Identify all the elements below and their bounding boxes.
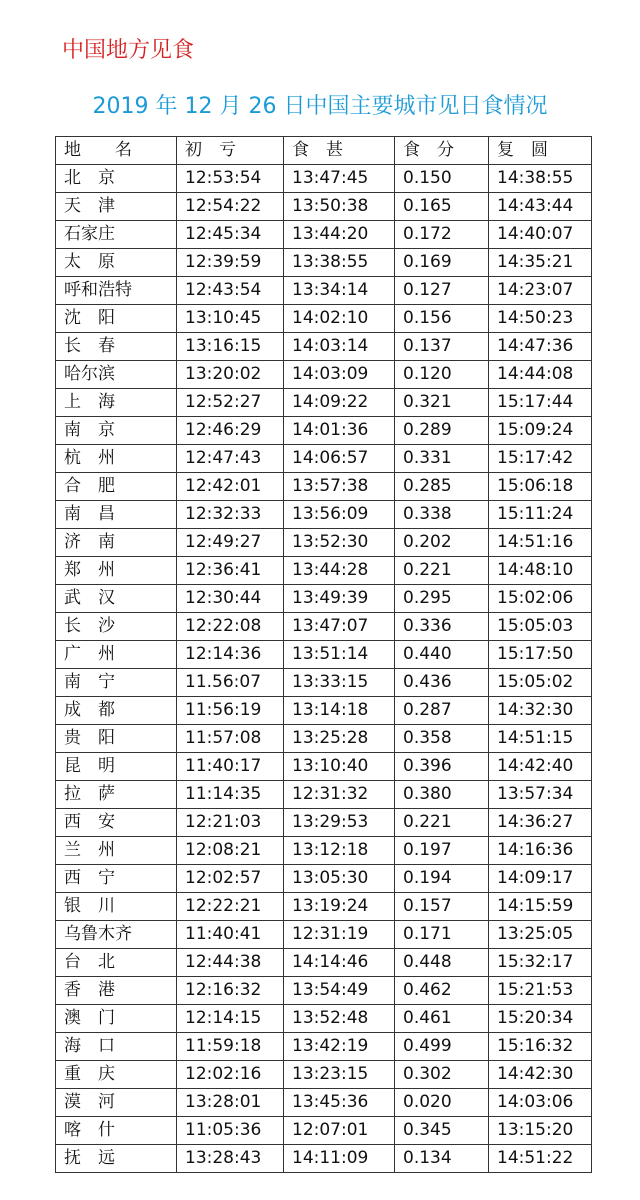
cell-last-contact: 15:32:17	[489, 949, 592, 977]
cell-maximum: 13:34:14	[284, 277, 395, 305]
table-row	[56, 1089, 592, 1117]
cell-last-contact: 14:40:07	[489, 221, 592, 249]
cell-first-contact: 12:39:59	[177, 249, 284, 277]
cell-last-contact: 14:47:36	[489, 333, 592, 361]
cell-maximum: 14:14:46	[284, 949, 395, 977]
cell-city-name: 西 安	[56, 809, 177, 837]
cell-maximum: 13:51:14	[284, 641, 395, 669]
header-magnitude: 食 分	[395, 137, 489, 165]
table-row	[56, 725, 592, 753]
cell-magnitude: 0.396	[395, 753, 489, 781]
cell-last-contact: 15:17:42	[489, 445, 592, 473]
cell-first-contact: 12:45:34	[177, 221, 284, 249]
cell-first-contact: 12:22:21	[177, 893, 284, 921]
cell-magnitude: 0.202	[395, 529, 489, 557]
cell-first-contact: 11:57:08	[177, 725, 284, 753]
cell-maximum: 13:50:38	[284, 193, 395, 221]
cell-city-name: 沈 阳	[56, 305, 177, 333]
table-row	[56, 529, 592, 557]
cell-magnitude: 0.194	[395, 865, 489, 893]
cell-first-contact: 12:54:22	[177, 193, 284, 221]
cell-city-name: 呼和浩特	[56, 277, 177, 305]
cell-city-name: 天 津	[56, 193, 177, 221]
cell-maximum: 13:49:39	[284, 585, 395, 613]
cell-last-contact: 14:15:59	[489, 893, 592, 921]
cell-first-contact: 12:52:27	[177, 389, 284, 417]
cell-last-contact: 15:20:34	[489, 1005, 592, 1033]
table-row	[56, 501, 592, 529]
cell-maximum: 13:10:40	[284, 753, 395, 781]
section-heading: 中国地方见食	[62, 38, 195, 63]
cell-first-contact: 13:28:43	[177, 1145, 284, 1173]
cell-city-name: 太 原	[56, 249, 177, 277]
cell-city-name: 抚 远	[56, 1145, 177, 1173]
cell-city-name: 合 肥	[56, 473, 177, 501]
cell-magnitude: 0.172	[395, 221, 489, 249]
cell-first-contact: 12:49:27	[177, 529, 284, 557]
cell-last-contact: 14:50:23	[489, 305, 592, 333]
cell-maximum: 13:57:38	[284, 473, 395, 501]
cell-city-name: 喀 什	[56, 1117, 177, 1145]
cell-last-contact: 14:36:27	[489, 809, 592, 837]
cell-last-contact: 14:32:30	[489, 697, 592, 725]
cell-first-contact: 11.56:07	[177, 669, 284, 697]
table-row	[56, 809, 592, 837]
table-row	[56, 473, 592, 501]
cell-city-name: 漠 河	[56, 1089, 177, 1117]
cell-last-contact: 14:09:17	[489, 865, 592, 893]
cell-magnitude: 0.156	[395, 305, 489, 333]
cell-last-contact: 14:42:40	[489, 753, 592, 781]
cell-city-name: 北 京	[56, 165, 177, 193]
cell-maximum: 13:33:15	[284, 669, 395, 697]
cell-magnitude: 0.345	[395, 1117, 489, 1145]
table-row	[56, 249, 592, 277]
cell-maximum: 13:52:48	[284, 1005, 395, 1033]
cell-magnitude: 0.287	[395, 697, 489, 725]
cell-magnitude: 0.321	[395, 389, 489, 417]
cell-last-contact: 14:44:08	[489, 361, 592, 389]
cell-maximum: 13:54:49	[284, 977, 395, 1005]
cell-maximum: 13:25:28	[284, 725, 395, 753]
cell-maximum: 14:06:57	[284, 445, 395, 473]
cell-magnitude: 0.289	[395, 417, 489, 445]
cell-first-contact: 12:30:44	[177, 585, 284, 613]
cell-first-contact: 12:44:38	[177, 949, 284, 977]
cell-maximum: 13:14:18	[284, 697, 395, 725]
cell-last-contact: 14:51:22	[489, 1145, 592, 1173]
cell-city-name: 西 宁	[56, 865, 177, 893]
cell-magnitude: 0.285	[395, 473, 489, 501]
cell-maximum: 13:44:20	[284, 221, 395, 249]
cell-first-contact: 13:20:02	[177, 361, 284, 389]
header-location: 地 名	[56, 137, 177, 165]
cell-city-name: 澳 门	[56, 1005, 177, 1033]
cell-maximum: 14:09:22	[284, 389, 395, 417]
cell-last-contact: 14:16:36	[489, 837, 592, 865]
cell-first-contact: 11:40:41	[177, 921, 284, 949]
cell-city-name: 济 南	[56, 529, 177, 557]
cell-last-contact: 13:15:20	[489, 1117, 592, 1145]
cell-city-name: 乌鲁木齐	[56, 921, 177, 949]
cell-magnitude: 0.171	[395, 921, 489, 949]
cell-magnitude: 0.127	[395, 277, 489, 305]
table-row	[56, 445, 592, 473]
cell-city-name: 银 川	[56, 893, 177, 921]
cell-last-contact: 15:21:53	[489, 977, 592, 1005]
table-row	[56, 333, 592, 361]
cell-magnitude: 0.331	[395, 445, 489, 473]
table-row	[56, 585, 592, 613]
table-row	[56, 165, 592, 193]
cell-first-contact: 12:47:43	[177, 445, 284, 473]
cell-city-name: 长 春	[56, 333, 177, 361]
table-row	[56, 277, 592, 305]
cell-first-contact: 12:08:21	[177, 837, 284, 865]
cell-maximum: 13:45:36	[284, 1089, 395, 1117]
cell-first-contact: 12:36:41	[177, 557, 284, 585]
cell-magnitude: 0.134	[395, 1145, 489, 1173]
cell-last-contact: 15:05:03	[489, 613, 592, 641]
table-row	[56, 193, 592, 221]
cell-first-contact: 13:28:01	[177, 1089, 284, 1117]
table-row	[56, 1117, 592, 1145]
cell-city-name: 上 海	[56, 389, 177, 417]
cell-first-contact: 12:22:08	[177, 613, 284, 641]
cell-magnitude: 0.440	[395, 641, 489, 669]
cell-maximum: 14:11:09	[284, 1145, 395, 1173]
table-row	[56, 977, 592, 1005]
cell-city-name: 重 庆	[56, 1061, 177, 1089]
cell-last-contact: 15:06:18	[489, 473, 592, 501]
cell-last-contact: 14:51:16	[489, 529, 592, 557]
cell-magnitude: 0.137	[395, 333, 489, 361]
table-row	[56, 697, 592, 725]
cell-first-contact: 13:16:15	[177, 333, 284, 361]
cell-last-contact: 15:17:44	[489, 389, 592, 417]
cell-city-name: 郑 州	[56, 557, 177, 585]
cell-magnitude: 0.336	[395, 613, 489, 641]
table-row	[56, 837, 592, 865]
cell-magnitude: 0.338	[395, 501, 489, 529]
cell-last-contact: 14:51:15	[489, 725, 592, 753]
table-row	[56, 753, 592, 781]
table-row	[56, 557, 592, 585]
cell-city-name: 武 汉	[56, 585, 177, 613]
table-row	[56, 1033, 592, 1061]
cell-first-contact: 12:02:16	[177, 1061, 284, 1089]
cell-last-contact: 13:25:05	[489, 921, 592, 949]
cell-magnitude: 0.358	[395, 725, 489, 753]
cell-city-name: 成 都	[56, 697, 177, 725]
cell-maximum: 13:12:18	[284, 837, 395, 865]
cell-first-contact: 12:14:15	[177, 1005, 284, 1033]
cell-last-contact: 15:09:24	[489, 417, 592, 445]
cell-first-contact: 12:16:32	[177, 977, 284, 1005]
cell-last-contact: 13:57:34	[489, 781, 592, 809]
cell-first-contact: 11:59:18	[177, 1033, 284, 1061]
cell-last-contact: 14:35:21	[489, 249, 592, 277]
cell-first-contact: 12:14:36	[177, 641, 284, 669]
cell-maximum: 14:03:14	[284, 333, 395, 361]
table-row	[56, 1061, 592, 1089]
cell-city-name: 南 宁	[56, 669, 177, 697]
table-title: 2019 年 12 月 26 日中国主要城市见日食情况	[92, 94, 548, 119]
cell-maximum: 13:47:07	[284, 613, 395, 641]
cell-maximum: 13:23:15	[284, 1061, 395, 1089]
cell-city-name: 广 州	[56, 641, 177, 669]
table-row	[56, 389, 592, 417]
cell-city-name: 台 北	[56, 949, 177, 977]
cell-city-name: 南 昌	[56, 501, 177, 529]
cell-maximum: 14:01:36	[284, 417, 395, 445]
cell-first-contact: 12:42:01	[177, 473, 284, 501]
cell-first-contact: 11:05:36	[177, 1117, 284, 1145]
cell-last-contact: 15:17:50	[489, 641, 592, 669]
table-row	[56, 865, 592, 893]
cell-last-contact: 15:05:02	[489, 669, 592, 697]
cell-magnitude: 0.295	[395, 585, 489, 613]
cell-magnitude: 0.462	[395, 977, 489, 1005]
cell-maximum: 13:29:53	[284, 809, 395, 837]
cell-city-name: 香 港	[56, 977, 177, 1005]
cell-city-name: 杭 州	[56, 445, 177, 473]
cell-last-contact: 14:23:07	[489, 277, 592, 305]
cell-maximum: 12:31:32	[284, 781, 395, 809]
cell-maximum: 13:19:24	[284, 893, 395, 921]
table-row	[56, 613, 592, 641]
cell-first-contact: 12:32:33	[177, 501, 284, 529]
table-row	[56, 1005, 592, 1033]
cell-first-contact: 12:46:29	[177, 417, 284, 445]
cell-last-contact: 14:03:06	[489, 1089, 592, 1117]
cell-city-name: 南 京	[56, 417, 177, 445]
cell-maximum: 13:47:45	[284, 165, 395, 193]
cell-first-contact: 12:53:54	[177, 165, 284, 193]
cell-magnitude: 0.461	[395, 1005, 489, 1033]
cell-magnitude: 0.221	[395, 557, 489, 585]
cell-last-contact: 15:16:32	[489, 1033, 592, 1061]
table-row	[56, 893, 592, 921]
cell-magnitude: 0.165	[395, 193, 489, 221]
eclipse-table	[55, 136, 592, 1173]
table-header-row	[56, 137, 592, 165]
cell-magnitude: 0.302	[395, 1061, 489, 1089]
cell-maximum: 13:38:55	[284, 249, 395, 277]
cell-maximum: 13:05:30	[284, 865, 395, 893]
cell-magnitude: 0.120	[395, 361, 489, 389]
cell-maximum: 13:56:09	[284, 501, 395, 529]
cell-magnitude: 0.150	[395, 165, 489, 193]
cell-maximum: 13:42:19	[284, 1033, 395, 1061]
cell-maximum: 12:31:19	[284, 921, 395, 949]
cell-maximum: 14:02:10	[284, 305, 395, 333]
cell-first-contact: 11:40:17	[177, 753, 284, 781]
cell-magnitude: 0.157	[395, 893, 489, 921]
cell-city-name: 哈尔滨	[56, 361, 177, 389]
cell-city-name: 海 口	[56, 1033, 177, 1061]
cell-first-contact: 11:14:35	[177, 781, 284, 809]
cell-city-name: 昆 明	[56, 753, 177, 781]
table-row	[56, 1145, 592, 1173]
cell-city-name: 贵 阳	[56, 725, 177, 753]
cell-city-name: 兰 州	[56, 837, 177, 865]
table-row	[56, 417, 592, 445]
cell-last-contact: 15:02:06	[489, 585, 592, 613]
cell-magnitude: 0.380	[395, 781, 489, 809]
header-maximum: 食 甚	[284, 137, 395, 165]
cell-maximum: 13:44:28	[284, 557, 395, 585]
cell-maximum: 13:52:30	[284, 529, 395, 557]
table-row	[56, 921, 592, 949]
cell-first-contact: 12:02:57	[177, 865, 284, 893]
table-row	[56, 305, 592, 333]
cell-last-contact: 14:42:30	[489, 1061, 592, 1089]
cell-maximum: 14:03:09	[284, 361, 395, 389]
cell-magnitude: 0.169	[395, 249, 489, 277]
cell-city-name: 长 沙	[56, 613, 177, 641]
table-row	[56, 949, 592, 977]
cell-first-contact: 11:56:19	[177, 697, 284, 725]
table-row	[56, 221, 592, 249]
cell-magnitude: 0.197	[395, 837, 489, 865]
header-last-contact: 复 圆	[489, 137, 592, 165]
cell-city-name: 拉 萨	[56, 781, 177, 809]
cell-magnitude: 0.221	[395, 809, 489, 837]
cell-first-contact: 12:43:54	[177, 277, 284, 305]
cell-last-contact: 14:43:44	[489, 193, 592, 221]
cell-maximum: 12:07:01	[284, 1117, 395, 1145]
cell-last-contact: 15:11:24	[489, 501, 592, 529]
cell-last-contact: 14:38:55	[489, 165, 592, 193]
table-row	[56, 641, 592, 669]
cell-magnitude: 0.436	[395, 669, 489, 697]
cell-magnitude: 0.448	[395, 949, 489, 977]
header-first-contact: 初 亏	[177, 137, 284, 165]
table-row	[56, 669, 592, 697]
cell-first-contact: 13:10:45	[177, 305, 284, 333]
cell-magnitude: 0.499	[395, 1033, 489, 1061]
table-row	[56, 361, 592, 389]
table-row	[56, 781, 592, 809]
cell-first-contact: 12:21:03	[177, 809, 284, 837]
cell-last-contact: 14:48:10	[489, 557, 592, 585]
cell-magnitude: 0.020	[395, 1089, 489, 1117]
cell-city-name: 石家庄	[56, 221, 177, 249]
